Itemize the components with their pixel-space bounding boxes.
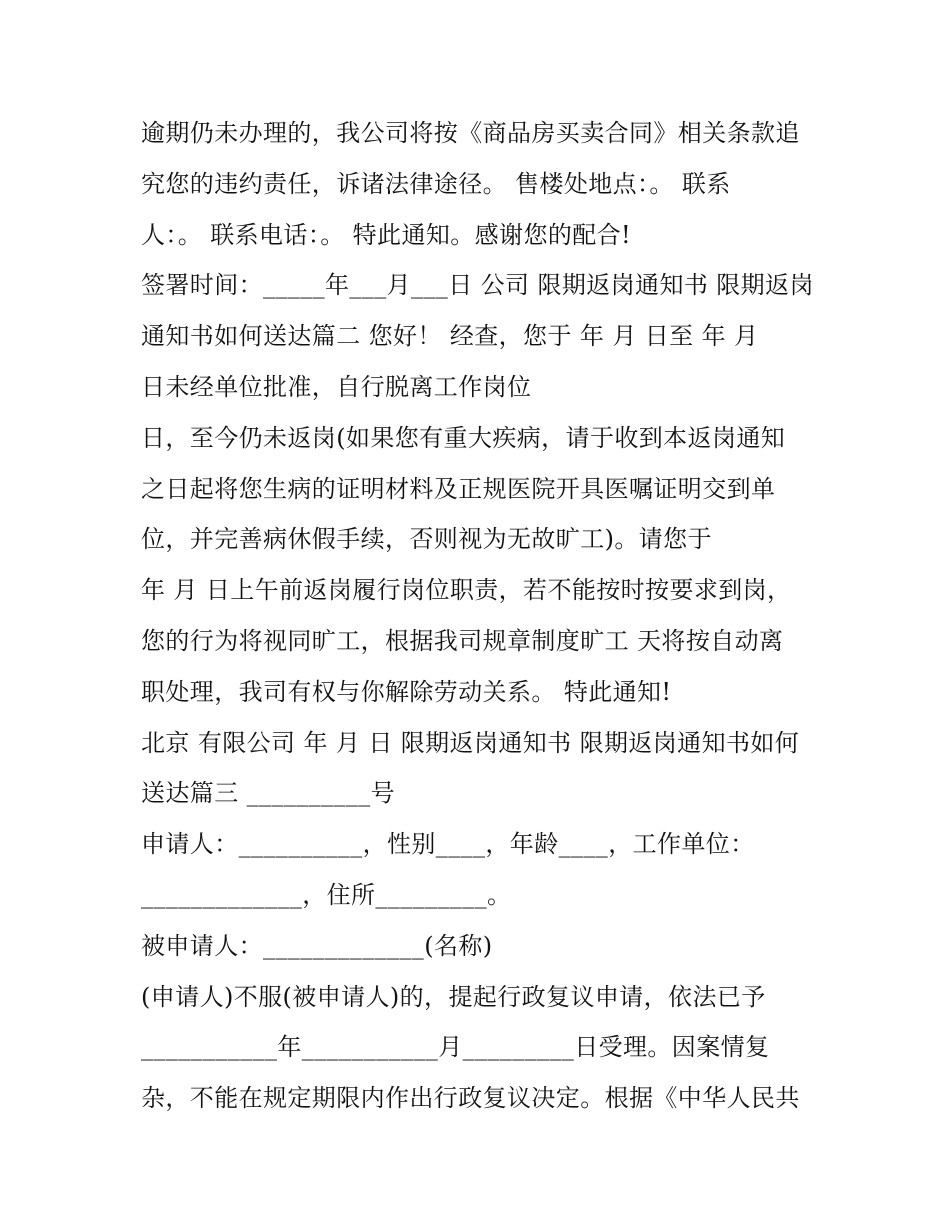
text-line: 杂，不能在规定期限内作出行政复议决定。根据《中华人民共 bbox=[141, 1084, 800, 1113]
text-line: (申请人)不服(被申请人)的，提起行政复议申请，依法已予 bbox=[141, 982, 766, 1011]
text-line: _____________，住所_________。 bbox=[141, 880, 512, 909]
text-line: 通知书如何送达篇二 您好！ 经查，您于 年 月 日至 年 月 bbox=[141, 322, 759, 351]
text-line: 您的行为将视同旷工，根据我司规章制度旷工 天将按自动离 bbox=[141, 626, 784, 655]
text-line: 日，至今仍未返岗(如果您有重大疾病，请于收到本返岗通知 bbox=[141, 423, 786, 452]
text-line: 年 月 日上午前返岗履行岗位职责，若不能按时按要求到岗， bbox=[141, 576, 792, 605]
text-line: 之日起将您生病的证明材料及正规医院开具医嘱证明交到单 bbox=[141, 474, 776, 503]
text-line: 人：。 联系电话：。 特此通知。感谢您的配合! bbox=[141, 220, 632, 249]
document-body bbox=[141, 108, 841, 1124]
text-line: 北京 有限公司 年 月 日 限期返岗通知书 限期返岗通知书如何 bbox=[141, 728, 800, 757]
text-line: 究您的违约责任，诉诸法律途径。 售楼处地点：。 联系 bbox=[141, 169, 731, 198]
text-line: 申请人：__________，性别____，年龄____，工作单位： bbox=[141, 830, 755, 859]
text-line: 送达篇三 __________号 bbox=[141, 779, 396, 808]
text-line: 被申请人：_____________(名称) bbox=[141, 931, 493, 960]
text-line: 职处理，我司有权与你解除劳动关系。 特此通知! bbox=[141, 677, 672, 706]
text-line: 日未经单位批准，自行脱离工作岗位 bbox=[141, 372, 532, 401]
text-line: ___________年___________月_________日受理。因案情复 bbox=[141, 1033, 770, 1062]
text-line: 逾期仍未办理的，我公司将按《商品房买卖合同》相关条款追 bbox=[141, 119, 800, 147]
text-line: 签署时间：_____年___月___日 公司 限期返岗通知书 限期返岗 bbox=[141, 271, 814, 300]
text-line: 位，并完善病休假手续，否则视为无故旷工)。请您于 bbox=[141, 525, 712, 554]
